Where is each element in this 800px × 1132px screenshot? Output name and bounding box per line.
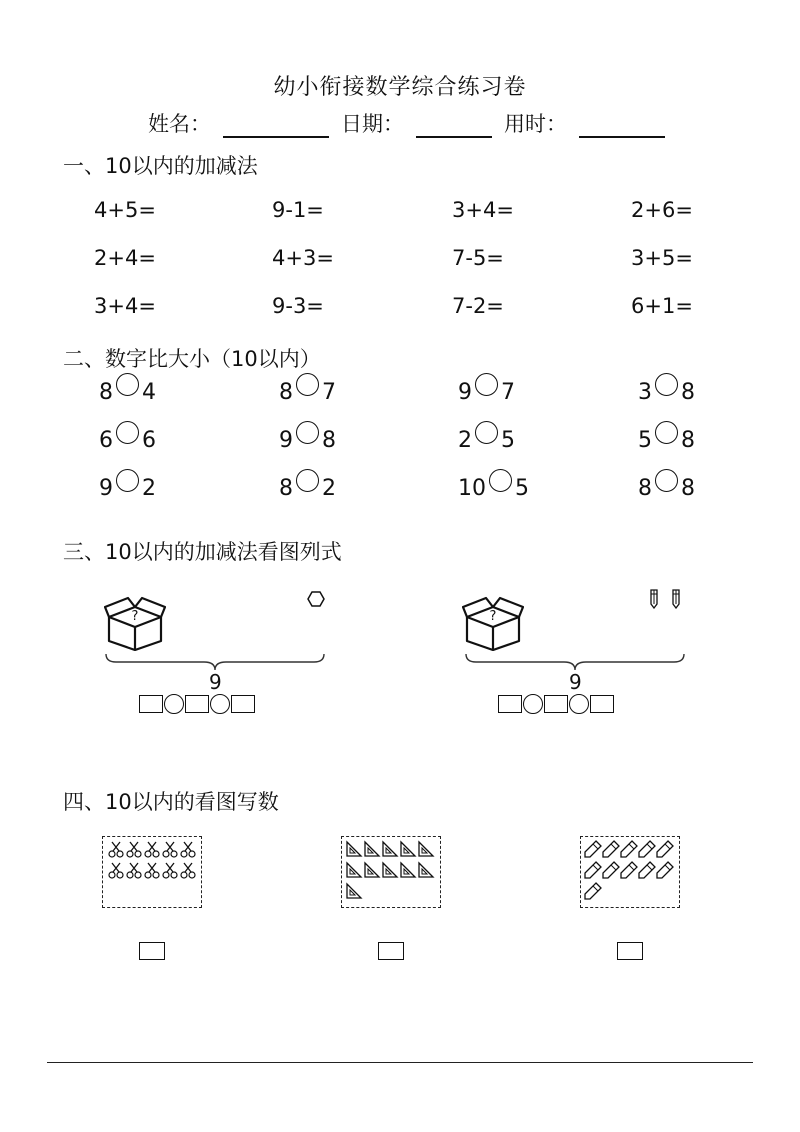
pencil-icon [584,861,602,879]
counting-frame-pencils [580,836,680,908]
compare-circle[interactable] [655,469,678,492]
comparison-item [99,428,156,453]
right-number: 8 [681,476,695,501]
left-number: 8 [638,476,652,501]
scissors-icon [161,861,179,879]
right-number: 7 [322,380,336,405]
section-3-heading: 三、10以内的加减法看图列式 [63,540,342,564]
scissors-icon [143,861,161,879]
brace [104,652,326,672]
scissors-icon [125,861,143,879]
footer-divider [47,1062,753,1063]
equation: 4+5= [94,198,156,222]
left-number: 9 [458,380,472,405]
operator-circle[interactable] [210,694,230,714]
comparison-item [638,428,695,453]
counting-frame-triangle-rulers [341,836,441,908]
comparison-item [99,380,156,405]
comparison-item [638,476,695,501]
answer-box[interactable] [544,695,568,713]
right-number: 7 [501,380,515,405]
date-label: 日期： [341,112,404,136]
pencil-icon [620,840,638,858]
compare-circle[interactable] [475,421,498,444]
equation: 9-1= [272,198,324,222]
left-number: 8 [99,380,113,405]
compare-circle[interactable] [475,373,498,396]
count-answer-box[interactable] [139,942,165,960]
right-number: 2 [142,476,156,501]
comparison-item [638,380,695,405]
left-number: 2 [458,428,472,453]
answer-box[interactable] [139,695,163,713]
scissors-icon [125,840,143,858]
right-number: 5 [515,476,529,501]
triangle-ruler-icon [345,882,363,900]
equation: 6+1= [631,294,693,318]
equation: 3+5= [631,246,693,270]
comparison-item [279,380,336,405]
comparison-item [458,380,515,405]
pencil-icon [670,589,682,609]
left-number: 9 [279,428,293,453]
compare-circle[interactable] [116,469,139,492]
student-info [148,108,677,138]
total-number: 9 [209,670,222,694]
left-number: 9 [99,476,113,501]
pencil-icon [648,589,660,609]
answer-box[interactable] [498,695,522,713]
left-number: 8 [279,476,293,501]
section-1-heading: 一、10以内的加减法 [63,154,258,178]
compare-circle[interactable] [489,469,512,492]
comparison-item [458,476,529,501]
answer-box[interactable] [590,695,614,713]
page-title: 幼小衔接数学综合练习卷 [273,75,527,100]
question-box-icon [462,595,524,651]
comparison-item [279,428,336,453]
right-number: 8 [322,428,336,453]
left-number: 5 [638,428,652,453]
right-number: 8 [681,380,695,405]
left-number: 10 [458,476,486,501]
equation: 2+4= [94,246,156,270]
scissors-icon [143,840,161,858]
pencil-icon [602,840,620,858]
compare-circle[interactable] [655,373,678,396]
count-answer-box[interactable] [617,942,643,960]
equation: 2+6= [631,198,693,222]
operator-circle[interactable] [569,694,589,714]
name-label: 姓名： [148,112,211,136]
compare-circle[interactable] [655,421,678,444]
answer-row [498,694,614,714]
right-number: 8 [681,428,695,453]
equation: 4+3= [272,246,334,270]
comparison-item [458,428,515,453]
question-box-icon [104,595,166,651]
pencil-icon [584,840,602,858]
scissors-icon [179,861,197,879]
pencil-icon [638,861,656,879]
total-number: 9 [569,670,582,694]
triangle-ruler-icon [417,840,435,858]
equation: 7-2= [452,294,504,318]
equation: 3+4= [94,294,156,318]
right-number: 6 [142,428,156,453]
pencil-icon [584,882,602,900]
comparison-item [279,476,336,501]
right-number: 5 [501,428,515,453]
left-number: 8 [279,380,293,405]
operator-circle[interactable] [164,694,184,714]
name-blank[interactable] [223,114,329,138]
left-number: 6 [99,428,113,453]
triangle-ruler-icon [381,840,399,858]
date-blank[interactable] [416,114,492,138]
time-label: 用时： [504,112,567,136]
compare-circle[interactable] [296,421,319,444]
triangle-ruler-icon [363,840,381,858]
answer-box[interactable] [185,695,209,713]
comparison-item [99,476,156,501]
pencil-icon [656,840,674,858]
compare-circle[interactable] [296,469,319,492]
compare-circle[interactable] [116,421,139,444]
compare-circle[interactable] [296,373,319,396]
equation: 7-5= [452,246,504,270]
time-blank[interactable] [579,114,665,138]
scissors-icon [179,840,197,858]
compare-circle[interactable] [116,373,139,396]
scissors-icon [161,840,179,858]
pencil-icon [638,840,656,858]
answer-row [139,694,255,714]
right-number: 4 [142,380,156,405]
equation: 3+4= [452,198,514,222]
section-2-heading: 二、数字比大小（10以内） [63,347,321,371]
left-number: 3 [638,380,652,405]
equation: 9-3= [272,294,324,318]
section-4-heading: 四、10以内的看图写数 [63,790,279,814]
pencil-icon [620,861,638,879]
pencil-icon [656,861,674,879]
triangle-ruler-icon [381,861,399,879]
right-number: 2 [322,476,336,501]
svg-text:?: ? [489,609,497,624]
triangle-ruler-icon [417,861,435,879]
scissors-icon [107,861,125,879]
answer-box[interactable] [231,695,255,713]
triangle-ruler-icon [345,861,363,879]
svg-text:?: ? [131,609,139,624]
counting-frame-scissors [102,836,202,908]
triangle-ruler-icon [363,861,381,879]
operator-circle[interactable] [523,694,543,714]
triangle-ruler-icon [399,840,417,858]
hexagon-icon [307,591,325,607]
count-answer-box[interactable] [378,942,404,960]
triangle-ruler-icon [399,861,417,879]
brace [464,652,686,672]
scissors-icon [107,840,125,858]
pencil-icon [602,861,620,879]
triangle-ruler-icon [345,840,363,858]
